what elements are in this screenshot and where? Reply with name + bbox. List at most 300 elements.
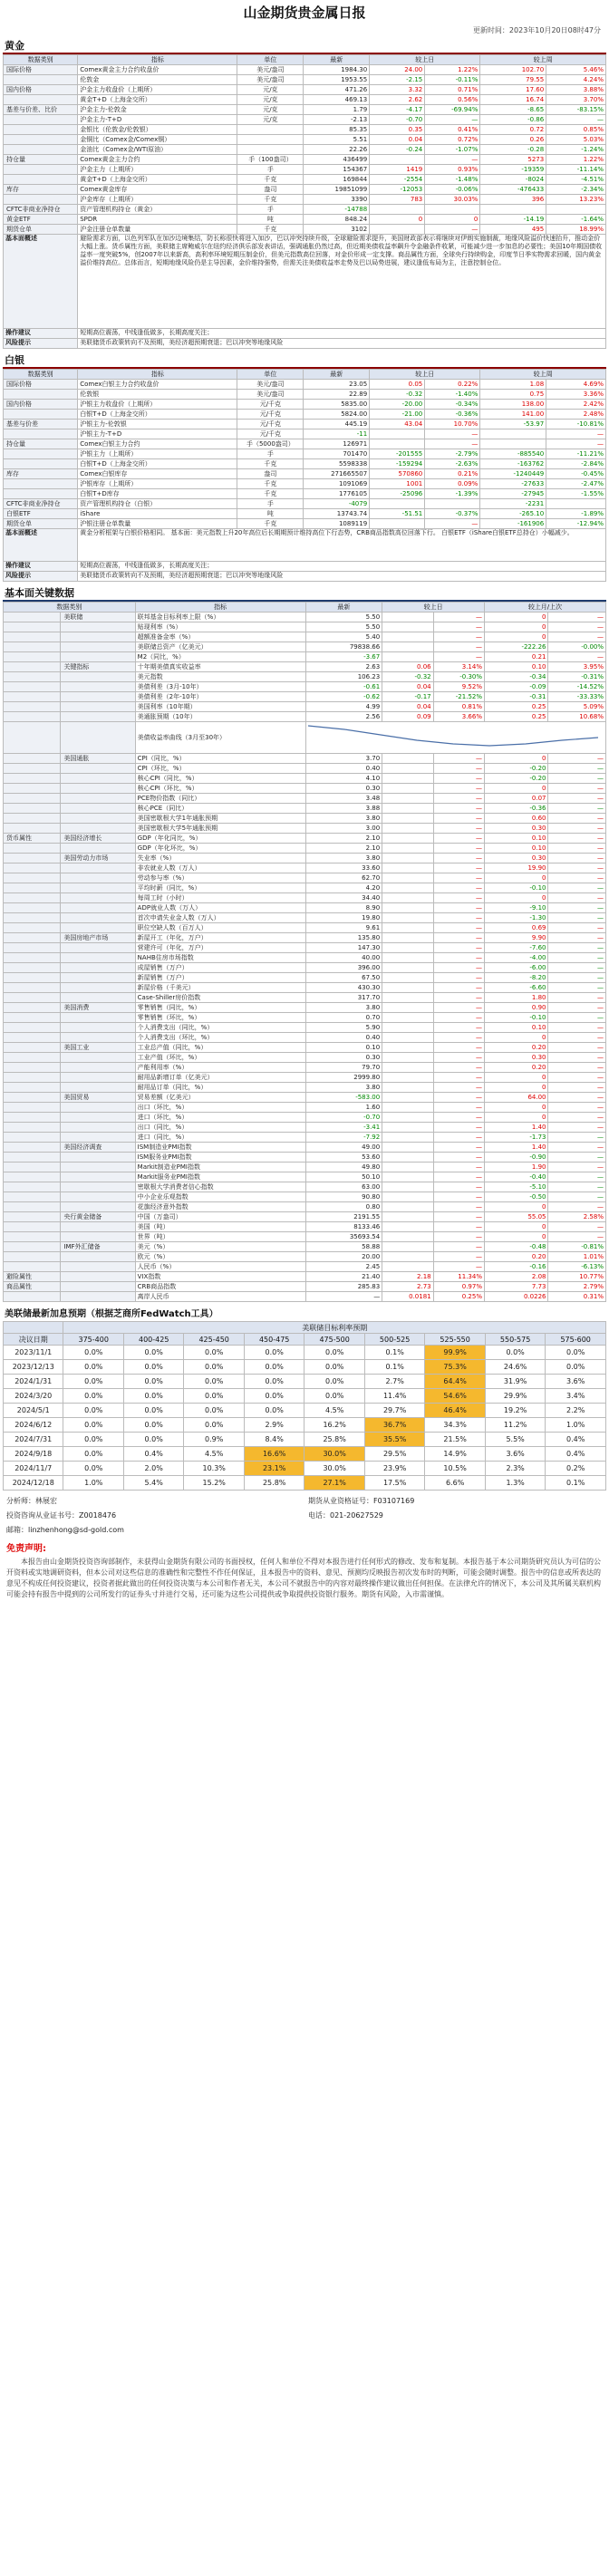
probability-cell: 5.4% <box>123 1476 183 1491</box>
latest-value: 430.30 <box>305 983 382 993</box>
indicator-name: 白银T+D库存 <box>78 489 237 499</box>
daily-change-pct: — <box>433 642 484 652</box>
daily-change <box>382 1153 433 1163</box>
category <box>4 973 61 983</box>
table-row <box>4 854 606 863</box>
subcategory <box>61 863 135 873</box>
table-row <box>4 983 606 993</box>
monthly-change: 0.10 <box>485 662 548 672</box>
monthly-change-pct: — <box>548 784 606 794</box>
daily-change <box>370 155 425 165</box>
subcategory <box>61 824 135 834</box>
weekly-change-pct: -11.21% <box>546 449 606 459</box>
table-row <box>4 1202 606 1212</box>
latest-value: 49.80 <box>305 1163 382 1172</box>
table-row <box>4 1252 606 1262</box>
weekly-change: -885540 <box>480 449 546 459</box>
table-row <box>4 642 606 652</box>
latest-value: 8133.46 <box>305 1222 382 1232</box>
daily-change-pct: — <box>433 943 484 953</box>
table-row <box>4 1404 606 1418</box>
monthly-change: -9.10 <box>485 903 548 913</box>
daily-change-pct: — <box>433 933 484 943</box>
daily-change-pct: — <box>433 893 484 903</box>
daily-change <box>382 613 433 622</box>
category <box>4 613 61 622</box>
latest-value: 2.10 <box>305 834 382 844</box>
table-row <box>4 814 606 824</box>
daily-change-pct: — <box>433 1093 484 1103</box>
weekly-change: -8024 <box>480 175 546 185</box>
monthly-change: 64.00 <box>485 1093 548 1103</box>
unit: 美元/盎司 <box>237 380 304 390</box>
unit <box>237 125 304 135</box>
latest-value: 471.26 <box>304 85 370 95</box>
probability-cell: 24.6% <box>485 1360 545 1375</box>
silver-table <box>3 369 606 582</box>
row-group: 黄金ETF <box>4 215 78 225</box>
daily-change-pct: 0.97% <box>433 1282 484 1292</box>
indicator-name: SPDR <box>78 215 237 225</box>
indicator-name: 沪银主力-伦敦银 <box>78 420 237 429</box>
daily-change-pct: — <box>433 1003 484 1013</box>
column-header: 最新 <box>304 370 370 380</box>
daily-change <box>382 1113 433 1123</box>
latest-value: 5598338 <box>304 459 370 469</box>
latest-value: 5.50 <box>305 613 382 622</box>
indicator-name: 资产管理机构持仓（白银） <box>78 499 237 509</box>
table-row <box>4 1063 606 1073</box>
weekly-change: 138.00 <box>480 400 546 410</box>
monthly-change-pct: — <box>548 1143 606 1153</box>
weekly-change-pct: -1.24% <box>546 145 606 155</box>
indicator-name: 新屋价格（千美元） <box>135 983 305 993</box>
probability-cell: 0.0% <box>184 1360 244 1375</box>
indicator-name: 工业产值（环比，%） <box>135 1053 305 1063</box>
daily-change-pct: 9.52% <box>433 682 484 692</box>
indicator-name: ADP就业人数（万人） <box>135 903 305 913</box>
subcategory <box>61 642 135 652</box>
monthly-change: 0.10 <box>485 844 548 854</box>
table-row <box>4 1123 606 1133</box>
column-header: 数据类别 <box>4 603 136 613</box>
daily-change: 0.35 <box>370 125 425 135</box>
subcategory <box>61 1182 135 1192</box>
weekly-change: -14.19 <box>480 215 546 225</box>
daily-change-pct: 30.03% <box>425 195 480 205</box>
indicator-name: 沪银主力-T+D <box>78 429 237 439</box>
subcategory <box>61 1083 135 1093</box>
latest-value: 3.80 <box>305 1003 382 1013</box>
table-row <box>4 1360 606 1375</box>
monthly-change: 0 <box>485 1202 548 1212</box>
daily-change: -0.70 <box>370 115 425 125</box>
subcategory <box>61 1232 135 1242</box>
daily-change <box>382 1172 433 1182</box>
table-row <box>4 135 606 145</box>
probability-cell: 0.0% <box>63 1462 123 1476</box>
monthly-change-pct: — <box>548 622 606 632</box>
indicator-name: NAHB住房市场指数 <box>135 953 305 963</box>
monthly-change-pct: — <box>548 854 606 863</box>
monthly-change-pct: — <box>548 1192 606 1202</box>
category <box>4 1003 61 1013</box>
daily-change <box>382 652 433 662</box>
daily-change: -0.24 <box>370 145 425 155</box>
category <box>4 1073 61 1083</box>
unit: 元/克 <box>237 115 304 125</box>
subcategory <box>61 883 135 893</box>
unit: 千克 <box>237 489 304 499</box>
subcategory <box>61 993 135 1003</box>
daily-change-pct: — <box>433 834 484 844</box>
phone: 电话：021-20627529 <box>308 1511 383 1520</box>
subcategory <box>61 973 135 983</box>
unit: 元/千克 <box>237 410 304 420</box>
latest-value: 154367 <box>304 165 370 175</box>
subcategory <box>61 1172 135 1182</box>
daily-change <box>382 1252 433 1262</box>
daily-change-pct: -2.63% <box>425 459 480 469</box>
daily-change <box>382 834 433 844</box>
table-row <box>4 1433 606 1447</box>
strategy-row <box>4 329 606 339</box>
daily-change <box>382 973 433 983</box>
daily-change-pct: — <box>433 1143 484 1153</box>
column-header: 数据类别 <box>4 55 78 65</box>
risk-label: 风险提示 <box>4 572 78 582</box>
table-row <box>4 953 606 963</box>
category <box>4 1222 61 1232</box>
unit: 吨 <box>237 215 304 225</box>
table-row <box>4 883 606 893</box>
daily-change <box>382 814 433 824</box>
latest-value: 5.90 <box>305 1023 382 1033</box>
column-header: 数据类别 <box>4 370 78 380</box>
weekly-change-pct: 18.99% <box>546 225 606 235</box>
row-group <box>4 449 78 459</box>
subcategory <box>61 672 135 682</box>
daily-change: 24.00 <box>370 65 425 75</box>
probability-cell: 31.9% <box>485 1375 545 1389</box>
table-row <box>4 509 606 519</box>
column-header: 单位 <box>237 55 304 65</box>
category <box>4 953 61 963</box>
monthly-change-pct: — <box>548 953 606 963</box>
latest-value: 0.40 <box>305 1033 382 1043</box>
monthly-change: 0.30 <box>485 824 548 834</box>
monthly-change-pct: — <box>548 814 606 824</box>
weekly-change: -161906 <box>480 519 546 529</box>
indicator-name: ISM服务业PMI指数 <box>135 1153 305 1163</box>
table-row <box>4 774 606 784</box>
indicator-name: 离岸人民币 <box>135 1292 305 1302</box>
table-row <box>4 973 606 983</box>
monthly-change-pct: — <box>548 1063 606 1073</box>
indicator-name: 产能利用率（%） <box>135 1063 305 1073</box>
daily-change-pct: — <box>425 225 480 235</box>
latest-value: 13743.74 <box>304 509 370 519</box>
subcategory <box>61 1063 135 1073</box>
monthly-change: -0.34 <box>485 672 548 682</box>
probability-cell: 0.0% <box>546 1346 606 1360</box>
daily-change-pct: 0.81% <box>433 702 484 712</box>
daily-change-pct: — <box>433 883 484 893</box>
indicator-name: 贸易差额（亿美元） <box>135 1093 305 1103</box>
daily-change-pct: — <box>433 814 484 824</box>
weekly-change <box>480 429 546 439</box>
indicator-name: iShare <box>78 509 237 519</box>
indicator-name: 工业总产值（同比，%） <box>135 1043 305 1053</box>
table-header-row <box>4 370 606 380</box>
daily-change <box>382 622 433 632</box>
subcategory <box>61 1153 135 1163</box>
indicator-name: 美债利差（3月-10年） <box>135 682 305 692</box>
latest-value: 2.45 <box>305 1262 382 1272</box>
table-row <box>4 1163 606 1172</box>
yield-curve-chart <box>305 722 605 754</box>
weekly-change: -0.86 <box>480 115 546 125</box>
monthly-change: 0 <box>485 1073 548 1083</box>
daily-change-pct: — <box>433 1043 484 1053</box>
table-row <box>4 439 606 449</box>
table-row <box>4 632 606 642</box>
category <box>4 1083 61 1093</box>
table-row <box>4 682 606 692</box>
latest-value: 58.88 <box>305 1242 382 1252</box>
latest-value: 1953.55 <box>304 75 370 85</box>
latest-value: 40.00 <box>305 953 382 963</box>
monthly-change-pct: — <box>548 893 606 903</box>
row-group: 期货仓单 <box>4 225 78 235</box>
daily-change-pct: — <box>433 1153 484 1163</box>
row-group <box>4 459 78 469</box>
probability-cell: 0.9% <box>184 1433 244 1447</box>
latest-value: 2.63 <box>305 662 382 672</box>
probability-cell: 0.0% <box>63 1418 123 1433</box>
probability-cell: 30.0% <box>304 1462 364 1476</box>
unit: 千克 <box>237 195 304 205</box>
monthly-change: 0.07 <box>485 794 548 804</box>
subcategory: 美国经济调查 <box>61 1143 135 1153</box>
category <box>4 893 61 903</box>
category <box>4 943 61 953</box>
monthly-change-pct: — <box>548 824 606 834</box>
probability-cell: 0.0% <box>244 1404 304 1418</box>
latest-value: 2999.80 <box>305 1073 382 1083</box>
subcategory <box>61 652 135 662</box>
disclaimer-text: 本报告由山金期货投资咨询部制作，未获得山金期货有限公司的书面授权，任何人和单位不得对本报告进行任何形式的修改、发布和复制。本报告基于本公司期货研究员认为可信的公开资料或实地调研资料，但本公司对这些信息的准确性和完整性不作任何保证，且本报告中的资料、意见、预测均反映报告初次发布时的判断，可能会随时调整。报告中的信息或所表达的意见不构成任何投资建议，投资者据此做出的任何投资决策与本公司和作者无关，本公司不就报告中的内容对最终操作建议做出任何担保。在法律允许的情况下，本公司及其所属关联机构可能会持有报告中提到的公司所发行的证券头寸并进行交易，还可能为这些公司提供或争取提供投资银行服务。期货有风险，入市需谨慎。 <box>6 1558 601 1598</box>
probability-cell: 11.2% <box>485 1418 545 1433</box>
category <box>4 1123 61 1133</box>
weekly-change: -476433 <box>480 185 546 195</box>
row-group: 持仓量 <box>4 155 78 165</box>
monthly-change-pct: — <box>548 873 606 883</box>
latest-value: -7.92 <box>305 1133 382 1143</box>
subcategory <box>61 1222 135 1232</box>
monthly-change-pct: -0.81% <box>548 1242 606 1252</box>
subcategory <box>61 923 135 933</box>
table-row <box>4 1043 606 1053</box>
row-group <box>4 135 78 145</box>
latest-value: 285.83 <box>305 1282 382 1292</box>
indicator-name: Markit制造业PMI指数 <box>135 1163 305 1172</box>
indicator-name: CRB商品指数 <box>135 1282 305 1292</box>
monthly-change-pct: 2.58% <box>548 1212 606 1222</box>
probability-cell: 0.1% <box>364 1360 424 1375</box>
row-group <box>4 145 78 155</box>
probability-cell: 0.0% <box>244 1389 304 1404</box>
indicator-name: 沪金主力-伦敦金 <box>78 105 237 115</box>
probability-cell: 8.4% <box>244 1433 304 1447</box>
probability-cell: 2.2% <box>546 1404 606 1418</box>
daily-change: -159294 <box>370 459 425 469</box>
daily-change-pct: 0.56% <box>425 95 480 105</box>
daily-change <box>382 632 433 642</box>
monthly-change: -0.20 <box>485 764 548 774</box>
monthly-change-pct: — <box>548 1133 606 1143</box>
subcategory <box>61 804 135 814</box>
daily-change-pct: — <box>433 963 484 973</box>
indicator-name: 黄金T+D（上海金交所） <box>78 95 237 105</box>
table-row <box>4 1023 606 1033</box>
category <box>4 1163 61 1172</box>
category <box>4 642 61 652</box>
daily-change-pct: — <box>433 993 484 1003</box>
daily-change-pct: 0.25% <box>433 1292 484 1302</box>
daily-change: 0.05 <box>370 380 425 390</box>
probability-cell: 21.5% <box>425 1433 485 1447</box>
daily-change-pct: -1.39% <box>425 489 480 499</box>
probability-cell: 0.0% <box>184 1346 244 1360</box>
subcategory <box>61 893 135 903</box>
indicator-name: 核心PCE（同比） <box>135 804 305 814</box>
probability-cell: 17.5% <box>364 1476 424 1491</box>
decision-date: 2023/12/13 <box>4 1360 63 1375</box>
daily-change <box>382 1023 433 1033</box>
indicator-name: VIX指数 <box>135 1272 305 1282</box>
table-row <box>4 1447 606 1462</box>
daily-change <box>382 893 433 903</box>
latest-value: 0.30 <box>305 784 382 794</box>
indicator-name: ISM制造业PMI指数 <box>135 1143 305 1153</box>
category <box>4 1252 61 1262</box>
latest-value: 1.60 <box>305 1103 382 1113</box>
strategy-label: 操作建议 <box>4 329 78 339</box>
indicator-name: 沪金注册仓单数量 <box>78 225 237 235</box>
weekly-change-pct: 0.85% <box>546 125 606 135</box>
daily-change-pct: — <box>433 1262 484 1272</box>
daily-change-pct: — <box>433 1103 484 1113</box>
latest-value: 469.13 <box>304 95 370 105</box>
subcategory <box>61 903 135 913</box>
subcategory <box>61 712 135 722</box>
monthly-change-pct: 10.77% <box>548 1272 606 1282</box>
unit: 美元/盎司 <box>237 65 304 75</box>
indicator-name: 个人消费支出（环比，%） <box>135 1033 305 1043</box>
indicator-name: GDP（年化同比，%） <box>135 834 305 844</box>
unit: 千克 <box>237 459 304 469</box>
probability-cell: 25.8% <box>244 1476 304 1491</box>
indicator-name: 成屋销售（万户） <box>135 963 305 973</box>
table-row <box>4 1172 606 1182</box>
latest-value: 0.70 <box>305 1013 382 1023</box>
table-row <box>4 1292 606 1302</box>
weekly-change: 0.72 <box>480 125 546 135</box>
probability-cell: 30.0% <box>304 1447 364 1462</box>
probability-cell: 0.0% <box>304 1346 364 1360</box>
monthly-change: -0.90 <box>485 1153 548 1163</box>
weekly-change-pct: -2.47% <box>546 479 606 489</box>
table-row <box>4 1272 606 1282</box>
strategy-label: 操作建议 <box>4 562 78 572</box>
table-row <box>4 380 606 390</box>
daily-change-pct: 0.71% <box>425 85 480 95</box>
analyst-name: 分析师：林展宏 <box>6 1497 57 1505</box>
probability-cell: 0.0% <box>63 1404 123 1418</box>
decision-date: 2024/11/7 <box>4 1462 63 1476</box>
latest-value: -3.41 <box>305 1123 382 1133</box>
daily-change: 1419 <box>370 165 425 175</box>
daily-change-pct: — <box>433 844 484 854</box>
probability-cell: 0.0% <box>304 1360 364 1375</box>
risk-label: 风险提示 <box>4 339 78 349</box>
category <box>4 754 61 764</box>
monthly-change: -0.10 <box>485 883 548 893</box>
monthly-change-pct: -6.13% <box>548 1262 606 1272</box>
indicator-name: 营建许可（年化，万户） <box>135 943 305 953</box>
latest-value: 4.10 <box>305 774 382 784</box>
monthly-change: 0 <box>485 1222 548 1232</box>
subcategory <box>61 1192 135 1202</box>
monthly-change: 0.25 <box>485 702 548 712</box>
unit: 美元/盎司 <box>237 75 304 85</box>
indicator-name: Comex白银库存 <box>78 469 237 479</box>
latest-value: 1091069 <box>304 479 370 489</box>
daily-change: -0.17 <box>382 692 433 702</box>
risk-row <box>4 339 606 349</box>
daily-change <box>382 1182 433 1192</box>
row-group <box>4 95 78 105</box>
monthly-change: 0 <box>485 754 548 764</box>
probability-cell: 34.3% <box>425 1418 485 1433</box>
daily-change: 0.0181 <box>382 1292 433 1302</box>
daily-change: -51.51 <box>370 509 425 519</box>
gold-section-title: 黄金 <box>3 40 606 54</box>
table-row <box>4 764 606 774</box>
probability-cell: 0.0% <box>123 1389 183 1404</box>
latest-value: 436499 <box>304 155 370 165</box>
unit: 元/千克 <box>237 400 304 410</box>
category <box>4 784 61 794</box>
category <box>4 814 61 824</box>
table-row <box>4 993 606 1003</box>
table-row <box>4 1033 606 1043</box>
indicator-name: 十年期美债真实收益率 <box>135 662 305 672</box>
indicator-name: CPI（同比，%） <box>135 754 305 764</box>
latest-value: 0.40 <box>305 764 382 774</box>
monthly-change: 0 <box>485 893 548 903</box>
weekly-change: 1.08 <box>480 380 546 390</box>
monthly-change: 0.90 <box>485 1003 548 1013</box>
monthly-change: 1.80 <box>485 993 548 1003</box>
latest-value: 0.10 <box>305 1043 382 1053</box>
weekly-change-pct <box>546 205 606 215</box>
monthly-change-pct: — <box>548 1113 606 1123</box>
category <box>4 1172 61 1182</box>
row-group <box>4 75 78 85</box>
latest-value: -583.00 <box>305 1093 382 1103</box>
